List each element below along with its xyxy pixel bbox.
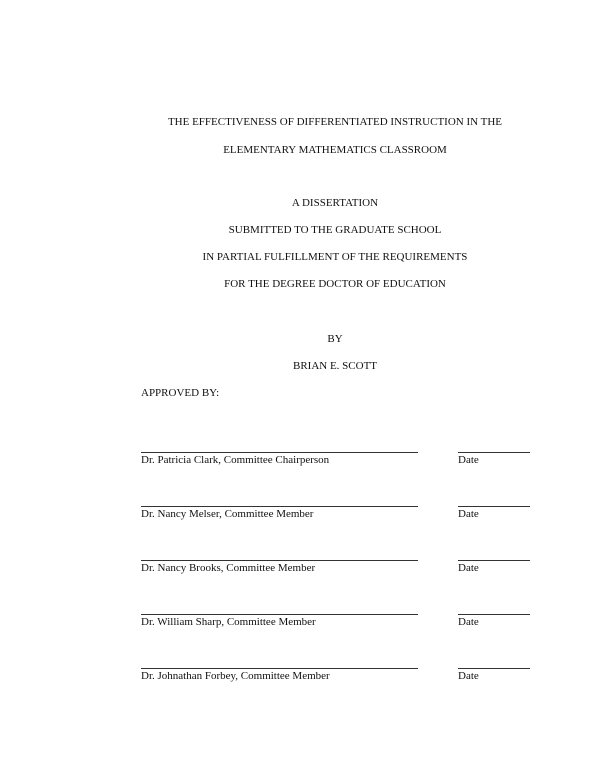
approved-by-heading: APPROVED BY: [141,387,220,399]
date-label: Date [458,562,479,574]
signatory-name: Dr. William Sharp, Committee Member [141,616,316,628]
signature-block [0,668,600,698]
submission-line-2: SUBMITTED TO THE GRADUATE SCHOOL [228,224,442,236]
author-name: BRIAN E. SCOTT [292,360,378,372]
signatory-name: Dr. Nancy Melser, Committee Member [141,508,314,520]
title-line-2: ELEMENTARY MATHEMATICS CLASSROOM [223,144,447,156]
signature-block [0,452,600,482]
signatory-name: Dr. Patricia Clark, Committee Chairperson [141,454,330,466]
signatory-name: Dr. Johnathan Forbey, Committee Member [141,670,330,682]
dissertation-label: A DISSERTATION [291,197,379,209]
submission-line-3: IN PARTIAL FULFILLMENT OF THE REQUIREMENTS [202,251,468,263]
date-label: Date [458,616,479,628]
date-label: Date [458,670,479,682]
signature-block [0,506,600,536]
signatory-name: Dr. Nancy Brooks, Committee Member [141,562,316,574]
date-label: Date [458,508,479,520]
date-label: Date [458,454,479,466]
title-line-1: THE EFFECTIVENESS OF DIFFERENTIATED INSTRUCTION IN THE [167,116,503,128]
signature-block [0,560,600,590]
by-label: BY [327,333,343,345]
submission-line-4: FOR THE DEGREE DOCTOR OF EDUCATION [224,278,446,290]
signature-block [0,614,600,644]
